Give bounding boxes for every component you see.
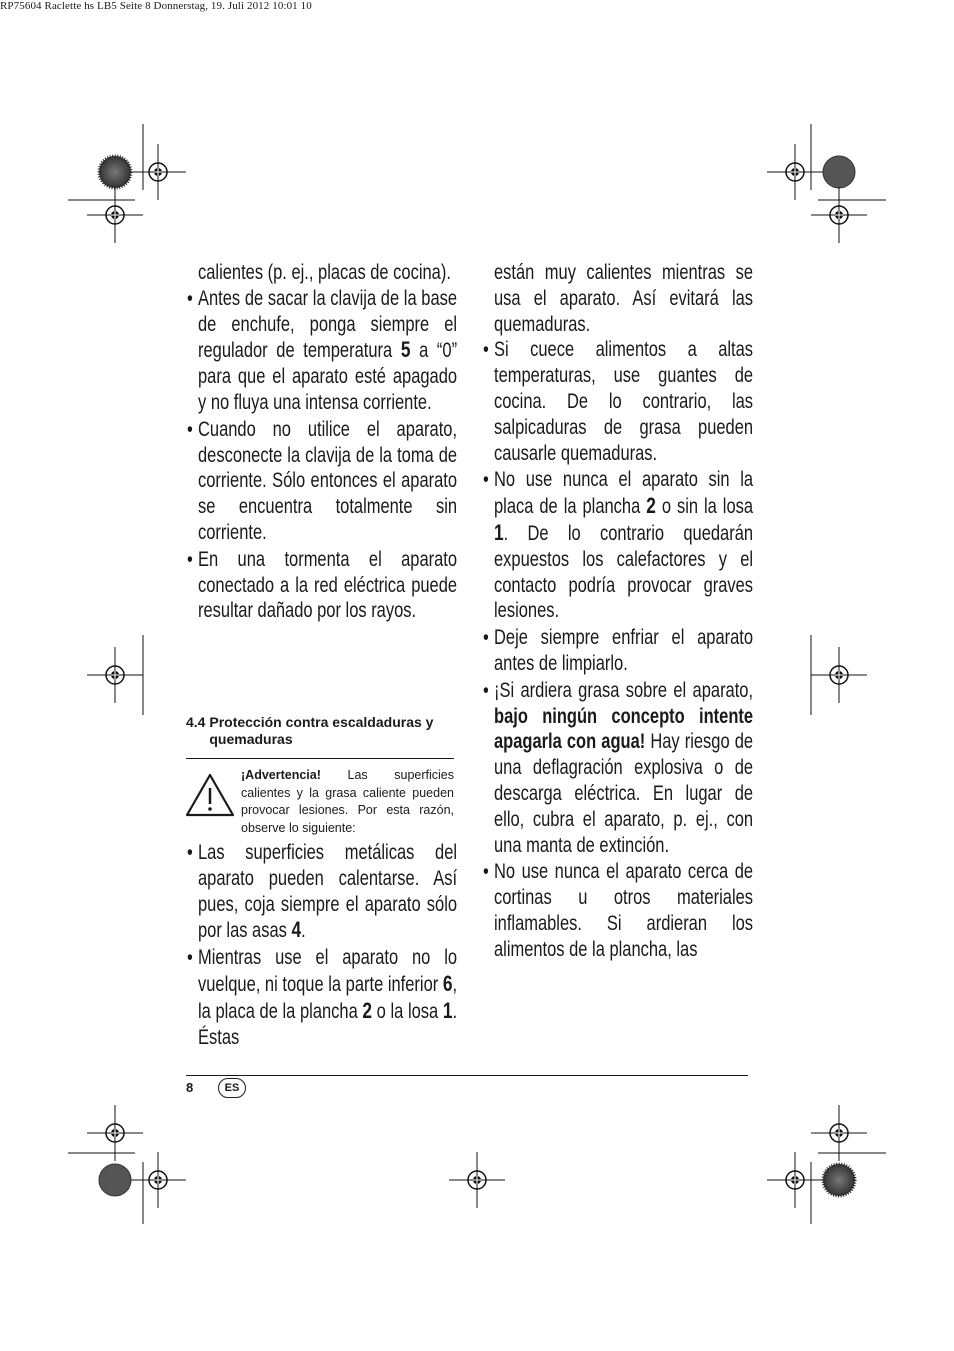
bullet-icon: •: [187, 841, 193, 864]
bullet-icon: •: [483, 338, 489, 362]
paragraph: están muy calientes mientras se usa el aparato. Así evitará las quemaduras.: [494, 261, 754, 336]
bullet-item: • Cuando no utilice el aparato, desconecte la clavija de la toma de corriente. Sólo entonces el aparato se encuentra totalmente sin corriente.: [187, 417, 458, 544]
divider: [186, 758, 454, 759]
bullet-icon: •: [187, 547, 193, 571]
bullet-item: • Antes de sacar la clavija de la base de enchufe, ponga siempre el regulador de temperatura 5 a “0” para que el aparato esté apagado y no fluya una intensa corriente.: [187, 286, 458, 414]
section-title: Protección contra escaldaduras y quemaduras: [209, 714, 434, 747]
left-column-lower: [187, 840, 458, 1051]
bullet-item: • ¡Si ardiera grasa sobre el aparato, bajo ningún concepto intente apagarla con agua! Hay riesgo de una deflagración explosiva o de descarga eléctrica. En lugar de ello, cubra el aparato, p. ej., con una manta de extinción.: [483, 678, 754, 857]
bullet-icon: •: [187, 286, 193, 310]
right-column: [483, 260, 754, 964]
bullet-item: • No use nunca el aparato cerca de cortinas u otros materiales inflamables. Si ardieran los alimentos de la plancha, las: [483, 860, 754, 961]
section-heading: [186, 714, 456, 748]
bullet-item: • Si cuece alimentos a altas temperaturas, use guantes de cocina. De lo contrario, las salpicaduras de grasa pueden causarle quemaduras.: [483, 338, 754, 465]
bullet-icon: •: [187, 946, 193, 970]
footer-divider: [186, 1075, 748, 1076]
warning-triangle-icon: [184, 772, 236, 818]
bullet-item: • Deje siempre enfriar el aparato antes de limpiarlo.: [483, 626, 754, 675]
bullet-item: • Las superficies metálicas del aparato pueden calentarse. Así pues, coja siempre el aparato sólo por las asas 4.: [187, 841, 458, 943]
bullet-icon: •: [483, 678, 489, 702]
warning-text: ¡Advertencia! Las superficies calientes y la grasa caliente pueden provocar lesiones. Por esta razón, observe lo siguiente:: [241, 768, 454, 835]
paragraph: calientes (p. ej., placas de cocina).: [198, 261, 451, 284]
left-column-upper: [187, 260, 458, 625]
warning-label: ¡Advertencia!: [241, 768, 321, 782]
emphasis-warning: bajo ningún concepto intente apagarla con agua!: [494, 704, 754, 754]
language-badge: ES: [218, 1078, 246, 1098]
bullet-item: • En una tormenta el aparato conectado a la red eléctrica puede resultar dañado por los rayos.: [187, 547, 458, 623]
page-number: 8: [186, 1080, 194, 1095]
bullet-icon: •: [483, 468, 489, 492]
bullet-icon: •: [483, 626, 489, 650]
bullet-item: • Mientras use el aparato no lo vuelque, ni toque la parte inferior 6, la placa de la plancha 2 o la losa 1. Éstas: [187, 946, 458, 1049]
bullet-icon: •: [187, 417, 193, 441]
bullet-item: • No use nunca el aparato sin la placa de la plancha 2 o sin la losa 1. De lo contrario quedarán expuestos los calefactores y el contacto podría provocar graves lesiones.: [483, 468, 754, 623]
section-number: 4.4: [186, 714, 206, 730]
print-info-header: RP75604 Raclette hs LB5 Seite 8 Donnerstag, 19. Juli 2012 10:01 10: [0, 0, 312, 12]
bullet-icon: •: [483, 860, 489, 884]
